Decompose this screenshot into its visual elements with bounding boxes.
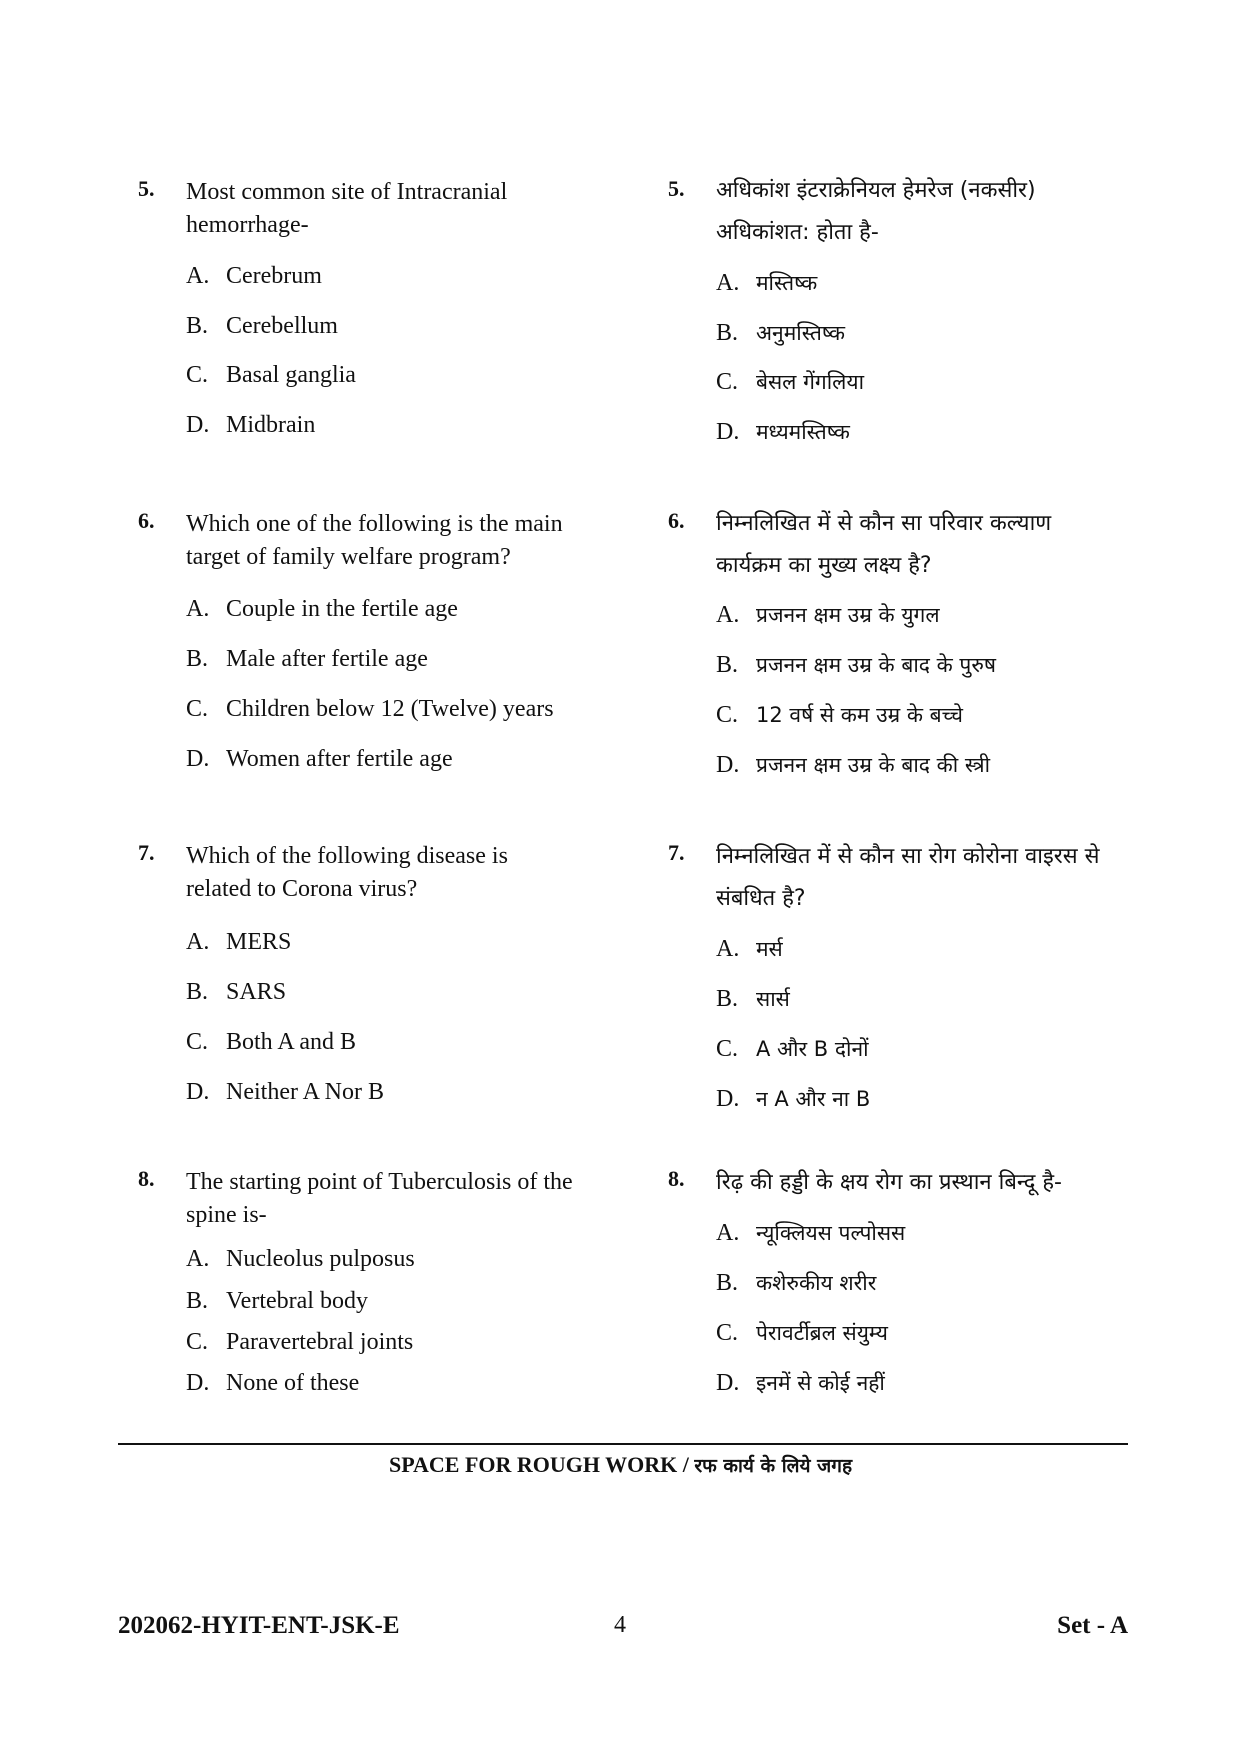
question-5-number: 5. <box>138 176 155 201</box>
option-text: Paravertebral joints <box>226 1329 414 1355</box>
option-text: मर्स <box>756 937 783 961</box>
option-text: A और B दोनों <box>756 1037 869 1061</box>
option-text: Women after fertile age <box>226 746 453 772</box>
option-text: Cerebellum <box>226 313 338 339</box>
paper-code: 202062-HYIT-ENT-JSK-E <box>118 1612 400 1639</box>
option-text: पेरावर्टीब्रल संयुम्य <box>756 1321 888 1345</box>
option-letter: A. <box>186 1246 210 1272</box>
question-8-option-b-hindi[interactable] <box>716 1268 876 1298</box>
question-text-line: संबधित है? <box>716 886 806 911</box>
option-text: प्रजनन क्षम उम्र के युगल <box>756 603 940 627</box>
question-6-option-a[interactable] <box>186 594 458 624</box>
question-6-option-d-hindi[interactable] <box>716 750 990 780</box>
rough-work-hindi: रफ कार्य के लिये जगह <box>694 1455 853 1477</box>
question-text-line: target of family welfare program? <box>186 544 511 570</box>
set-label: Set - A <box>1057 1612 1128 1639</box>
option-text: MERS <box>226 929 292 955</box>
option-text: अनुमस्तिष्क <box>756 321 845 345</box>
option-text: बेसल गेंगलिया <box>756 370 865 394</box>
option-letter: A. <box>716 936 740 962</box>
option-letter: D. <box>716 1370 740 1396</box>
page-number: 4 <box>614 1612 626 1638</box>
option-text: न A और ना B <box>756 1087 871 1111</box>
question-7-option-b[interactable] <box>186 977 286 1007</box>
option-letter: B. <box>186 1288 209 1314</box>
option-text: Cerebrum <box>226 263 322 289</box>
option-letter: C. <box>186 362 209 388</box>
option-text: Basal ganglia <box>226 362 356 388</box>
question-text-line: कार्यक्रम का मुख्य लक्ष्य है? <box>716 553 932 578</box>
question-7-option-d[interactable] <box>186 1077 384 1107</box>
option-letter: C. <box>716 702 739 728</box>
question-5-option-a[interactable] <box>186 261 322 291</box>
question-5-text-hindi <box>716 170 1036 254</box>
question-text-line: Which of the following disease is <box>186 843 508 869</box>
question-8-option-d[interactable] <box>186 1368 359 1398</box>
question-7-text <box>186 840 508 906</box>
option-text: Midbrain <box>226 412 316 438</box>
question-5-option-a-hindi[interactable] <box>716 268 817 298</box>
option-letter: D. <box>716 419 740 445</box>
option-letter: C. <box>716 1320 739 1346</box>
option-text: मस्तिष्क <box>756 271 818 295</box>
question-text-line: The starting point of Tuberculosis of the <box>186 1169 573 1195</box>
option-letter: B. <box>186 313 209 339</box>
question-text-line: Most common site of Intracranial <box>186 179 508 205</box>
question-8-number: 8. <box>138 1166 155 1191</box>
option-letter: D. <box>186 1370 210 1396</box>
option-text: None of these <box>226 1370 360 1396</box>
question-8-option-a[interactable] <box>186 1244 415 1274</box>
question-6-option-b-hindi[interactable] <box>716 650 996 680</box>
question-8-text-hindi <box>716 1162 1062 1204</box>
question-7-option-a-hindi[interactable] <box>716 934 783 964</box>
question-5-option-d-hindi[interactable] <box>716 417 850 447</box>
question-6-option-a-hindi[interactable] <box>716 600 940 630</box>
question-7-text-hindi <box>716 836 1099 920</box>
question-8-number-hindi: 8. <box>668 1166 685 1191</box>
option-text: 12 वर्ष से कम उम्र के बच्चे <box>756 703 963 727</box>
question-7-option-b-hindi[interactable] <box>716 984 790 1014</box>
question-6-text-hindi <box>716 503 1051 587</box>
question-5-option-c[interactable] <box>186 360 356 390</box>
option-text: Male after fertile age <box>226 646 428 672</box>
option-letter: C. <box>716 1036 739 1062</box>
option-text: सार्स <box>756 987 790 1011</box>
option-text: मध्यमस्तिष्क <box>756 420 850 444</box>
option-text: Neither A Nor B <box>226 1079 384 1105</box>
question-6-text <box>186 508 563 574</box>
question-6-option-d[interactable] <box>186 744 453 774</box>
question-text-line: अधिकांशत: होता है- <box>716 220 879 245</box>
question-5-option-c-hindi[interactable] <box>716 367 864 397</box>
option-letter: B. <box>716 652 739 678</box>
question-7-number-hindi: 7. <box>668 840 685 865</box>
option-text: SARS <box>226 979 287 1005</box>
option-letter: A. <box>716 1220 740 1246</box>
question-text-line: hemorrhage- <box>186 212 309 238</box>
question-7-option-c[interactable] <box>186 1027 356 1057</box>
question-8-option-b[interactable] <box>186 1286 368 1316</box>
question-5-option-b-hindi[interactable] <box>716 318 845 348</box>
option-letter: D. <box>186 1079 210 1105</box>
option-letter: B. <box>716 320 739 346</box>
question-8-option-c-hindi[interactable] <box>716 1318 888 1348</box>
option-letter: C. <box>186 696 209 722</box>
question-text-line: related to Corona virus? <box>186 876 418 902</box>
question-6-number-hindi: 6. <box>668 508 685 533</box>
question-text-line: अधिकांश इंटराक्रेनियल हेमरेज (नकसीर) <box>716 178 1036 203</box>
option-letter: D. <box>716 1086 740 1112</box>
divider-line <box>118 1443 1128 1445</box>
question-8-text <box>186 1166 573 1232</box>
option-text: न्यूक्लियस पल्पोसस <box>756 1221 906 1245</box>
question-6-number: 6. <box>138 508 155 533</box>
question-8-option-d-hindi[interactable] <box>716 1368 885 1398</box>
question-7-option-d-hindi[interactable] <box>716 1084 870 1114</box>
option-text: प्रजनन क्षम उम्र के बाद की स्त्री <box>756 753 991 777</box>
option-text: Both A and B <box>226 1029 357 1055</box>
question-6-option-c[interactable] <box>186 694 554 724</box>
option-letter: C. <box>186 1329 209 1355</box>
option-letter: D. <box>186 746 210 772</box>
question-7-option-c-hindi[interactable] <box>716 1034 869 1064</box>
option-text: कशेरुकीय शरीर <box>756 1271 877 1295</box>
question-5-option-b[interactable] <box>186 311 338 341</box>
rough-work-english: SPACE FOR ROUGH WORK / <box>388 1452 695 1477</box>
option-letter: C. <box>716 369 739 395</box>
question-6-option-c-hindi[interactable] <box>716 700 963 730</box>
option-letter: A. <box>186 929 210 955</box>
option-letter: B. <box>186 979 209 1005</box>
option-letter: B. <box>186 646 209 672</box>
option-letter: A. <box>186 596 210 622</box>
question-text-line: रिढ़ की हड्डी के क्षय रोग का प्रस्थान बिन्दू है- <box>716 1170 1062 1195</box>
question-8-option-a-hindi[interactable] <box>716 1218 905 1248</box>
option-letter: D. <box>716 752 740 778</box>
question-5-option-d[interactable] <box>186 410 315 440</box>
rough-work-heading <box>0 1452 1241 1478</box>
question-5-number-hindi: 5. <box>668 176 685 201</box>
option-text: Vertebral body <box>226 1288 368 1314</box>
question-8-option-c[interactable] <box>186 1327 413 1357</box>
question-text-line: spine is- <box>186 1202 267 1228</box>
option-letter: A. <box>716 602 740 628</box>
question-5-text <box>186 176 507 242</box>
option-letter: C. <box>186 1029 209 1055</box>
option-text: Nucleolus pulposus <box>226 1246 415 1272</box>
option-letter: A. <box>186 263 210 289</box>
question-text-line: निम्नलिखित में से कौन सा रोग कोरोना वाइरस से <box>716 844 1100 869</box>
question-6-option-b[interactable] <box>186 644 428 674</box>
option-text: Children below 12 (Twelve) years <box>226 696 554 722</box>
question-7-option-a[interactable] <box>186 927 291 957</box>
option-text: Couple in the fertile age <box>226 596 458 622</box>
question-7-number: 7. <box>138 840 155 865</box>
question-text-line: निम्नलिखित में से कौन सा परिवार कल्याण <box>716 511 1052 536</box>
question-text-line: Which one of the following is the main <box>186 511 563 537</box>
option-letter: B. <box>716 1270 739 1296</box>
option-text: इनमें से कोई नहीं <box>756 1371 885 1395</box>
option-letter: D. <box>186 412 210 438</box>
option-letter: A. <box>716 270 740 296</box>
option-letter: B. <box>716 986 739 1012</box>
option-text: प्रजनन क्षम उम्र के बाद के पुरुष <box>756 653 997 677</box>
